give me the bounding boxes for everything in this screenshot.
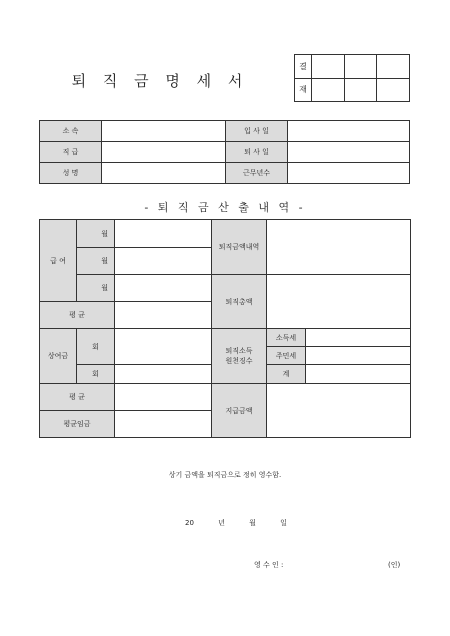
position-label: 직 급	[40, 142, 102, 163]
month-label: 월	[77, 220, 115, 248]
name-label: 성 명	[40, 163, 102, 184]
dept-value[interactable]	[102, 121, 226, 142]
leave-date-value[interactable]	[288, 142, 410, 163]
resident-tax-label: 주민세	[267, 347, 306, 365]
income-tax-value[interactable]	[306, 329, 411, 347]
receiver-label: 영 수 인 :	[254, 561, 284, 569]
bonus-value[interactable]	[115, 365, 212, 384]
resident-tax-value[interactable]	[306, 347, 411, 365]
confirmation-text: 상기 금액을 퇴직금으로 정히 영수함.	[168, 471, 282, 479]
approval-top-label: 결	[295, 55, 312, 79]
times-label: 회	[77, 329, 115, 365]
month-label: 월	[77, 275, 115, 302]
hire-date-label: 입 사 일	[226, 121, 288, 142]
withholding-label-line1: 퇴직소득	[225, 347, 253, 355]
calc-detail-value[interactable]	[267, 220, 411, 275]
month-label: 월	[77, 248, 115, 275]
date-line: 20 년 월 일	[185, 519, 287, 527]
bonus-value[interactable]	[115, 329, 212, 365]
approval-sign-cell[interactable]	[377, 78, 410, 102]
total-value[interactable]	[267, 275, 411, 329]
document-title: 퇴 직 금 명 세 서	[71, 72, 249, 90]
avg-wage-value[interactable]	[115, 411, 212, 438]
hire-date-value[interactable]	[288, 121, 410, 142]
avg-wage-label: 평균임금	[40, 411, 115, 438]
salary-average-label: 평 균	[40, 302, 115, 329]
salary-month-value[interactable]	[115, 248, 212, 275]
seal-label: (인)	[388, 561, 401, 569]
bonus-label: 상여금	[40, 329, 77, 384]
approval-cell[interactable]	[312, 55, 345, 79]
position-value[interactable]	[102, 142, 226, 163]
years-label: 근무년수	[226, 163, 288, 184]
payment-value[interactable]	[267, 384, 411, 438]
approval-bottom-label: 재	[295, 78, 312, 102]
salary-month-value[interactable]	[115, 275, 212, 302]
payment-label: 지급금액	[212, 384, 267, 438]
years-value[interactable]	[288, 163, 410, 184]
salary-average-value[interactable]	[115, 302, 212, 329]
withholding-label	[212, 329, 267, 384]
approval-sign-cell[interactable]	[344, 78, 377, 102]
approval-box	[294, 54, 410, 102]
approval-sign-cell[interactable]	[312, 78, 345, 102]
withholding-label-line2: 원천징수	[225, 357, 253, 365]
severance-detail-table	[39, 219, 411, 438]
section-title: - 퇴 직 금 산 출 내 역 -	[144, 201, 306, 214]
approval-cell[interactable]	[344, 55, 377, 79]
income-tax-label: 소득세	[267, 329, 306, 347]
approval-cell[interactable]	[377, 55, 410, 79]
sum-label: 계	[267, 365, 306, 384]
times-label: 회	[77, 365, 115, 384]
dept-label: 소 속	[40, 121, 102, 142]
total-label: 퇴직총액	[212, 275, 267, 329]
calc-detail-label: 퇴직금액내역	[212, 220, 267, 275]
bonus-average-value[interactable]	[115, 384, 212, 411]
salary-label: 급 여	[40, 220, 77, 302]
sum-value[interactable]	[306, 365, 411, 384]
name-value[interactable]	[102, 163, 226, 184]
salary-month-value[interactable]	[115, 220, 212, 248]
leave-date-label: 퇴 사 일	[226, 142, 288, 163]
employee-info-table	[39, 120, 410, 184]
bonus-average-label: 평 균	[40, 384, 115, 411]
